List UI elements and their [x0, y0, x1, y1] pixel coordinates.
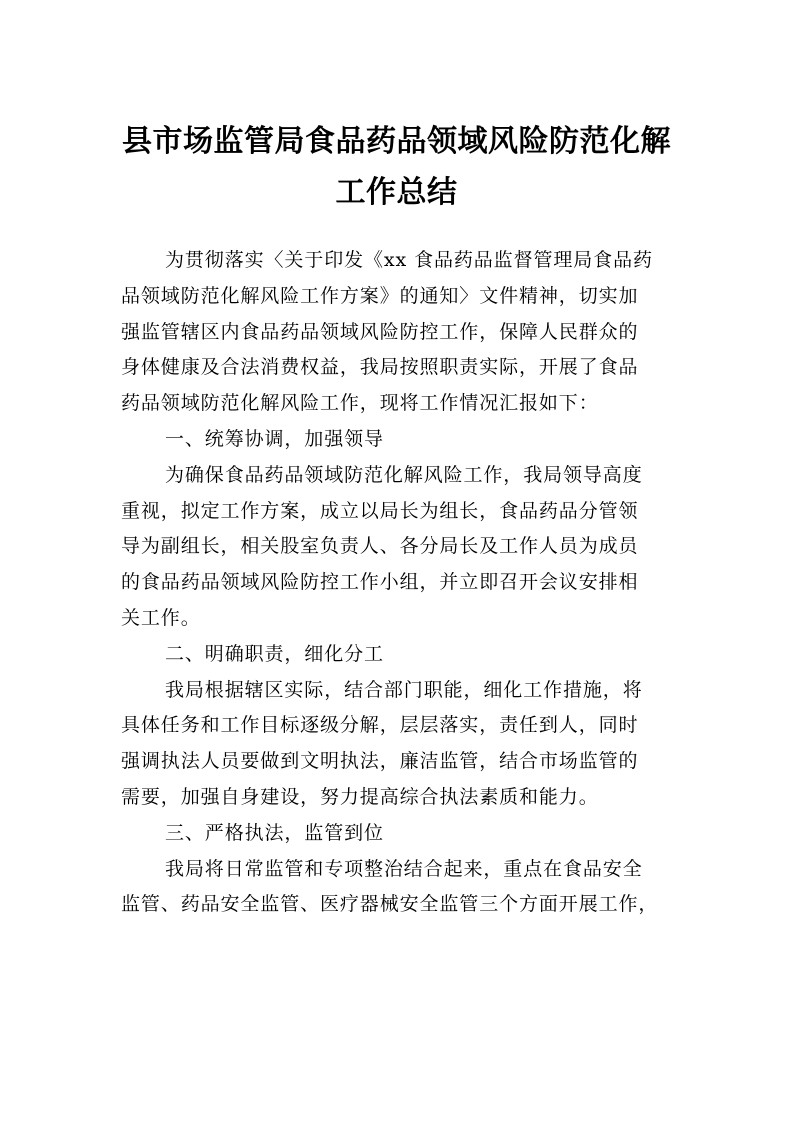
- document-title-line-1: 县市场监管局食品药品领域风险防范化解: [122, 124, 671, 159]
- section-2-paragraph-line: 我局根据辖区实际，结合部门职能，细化工作措施，将: [165, 678, 643, 701]
- document-body: [121, 243, 673, 923]
- section-2-paragraph-line: 具体任务和工作目标逐级分解，层层落实，责任到人，同时: [121, 714, 639, 737]
- section-1-paragraph-line: 导为副组长，相关股室负责人、各分局长及工作人员为成员: [121, 535, 639, 558]
- intro-paragraph-line: 药品领域防范化解风险工作，现将工作情况汇报如下：: [121, 392, 599, 415]
- section-1-paragraph-line: 重视，拟定工作方案，成立以局长为组长，食品药品分管领: [121, 499, 639, 522]
- section-3-paragraph-line: 我局将日常监管和专项整治结合起来，重点在食品安全: [165, 857, 643, 880]
- intro-paragraph-line: 身体健康及合法消费权益，我局按照职责实际，开展了食品: [121, 356, 639, 379]
- intro-paragraph-line: 强监管辖区内食品药品领域风险防控工作，保障人民群众的: [121, 320, 639, 343]
- section-heading-2: 二、明确职责，细化分工: [165, 642, 384, 665]
- section-1-paragraph-line: 关工作。: [121, 606, 201, 629]
- section-heading-3: 三、严格执法，监管到位: [165, 821, 384, 844]
- section-2-paragraph-line: 需要，加强自身建设，努力提高综合执法素质和能力。: [121, 785, 599, 808]
- intro-paragraph-line: 为贯彻落实〈关于印发《xx 食品药品监督管理局食品药: [165, 249, 653, 271]
- intro-paragraph-line: 品领域防范化解风险工作方案》的通知〉文件精神，切实加: [121, 284, 639, 307]
- section-1-paragraph-line: 的食品药品领域风险防控工作小组，并立即召开会议安排相: [121, 571, 639, 594]
- section-heading-1: 一、统筹协调，加强领导: [165, 427, 384, 450]
- section-1-paragraph-line: 为确保食品药品领域防范化解风险工作，我局领导高度: [165, 463, 643, 486]
- document-title-line-2: 工作总结: [335, 175, 458, 210]
- section-2-paragraph-line: 强调执法人员要做到文明执法，廉洁监管，结合市场监管的: [121, 750, 639, 773]
- section-3-paragraph-line: 监管、药品安全监管、医疗器械安全监管三个方面开展工作，: [121, 893, 659, 916]
